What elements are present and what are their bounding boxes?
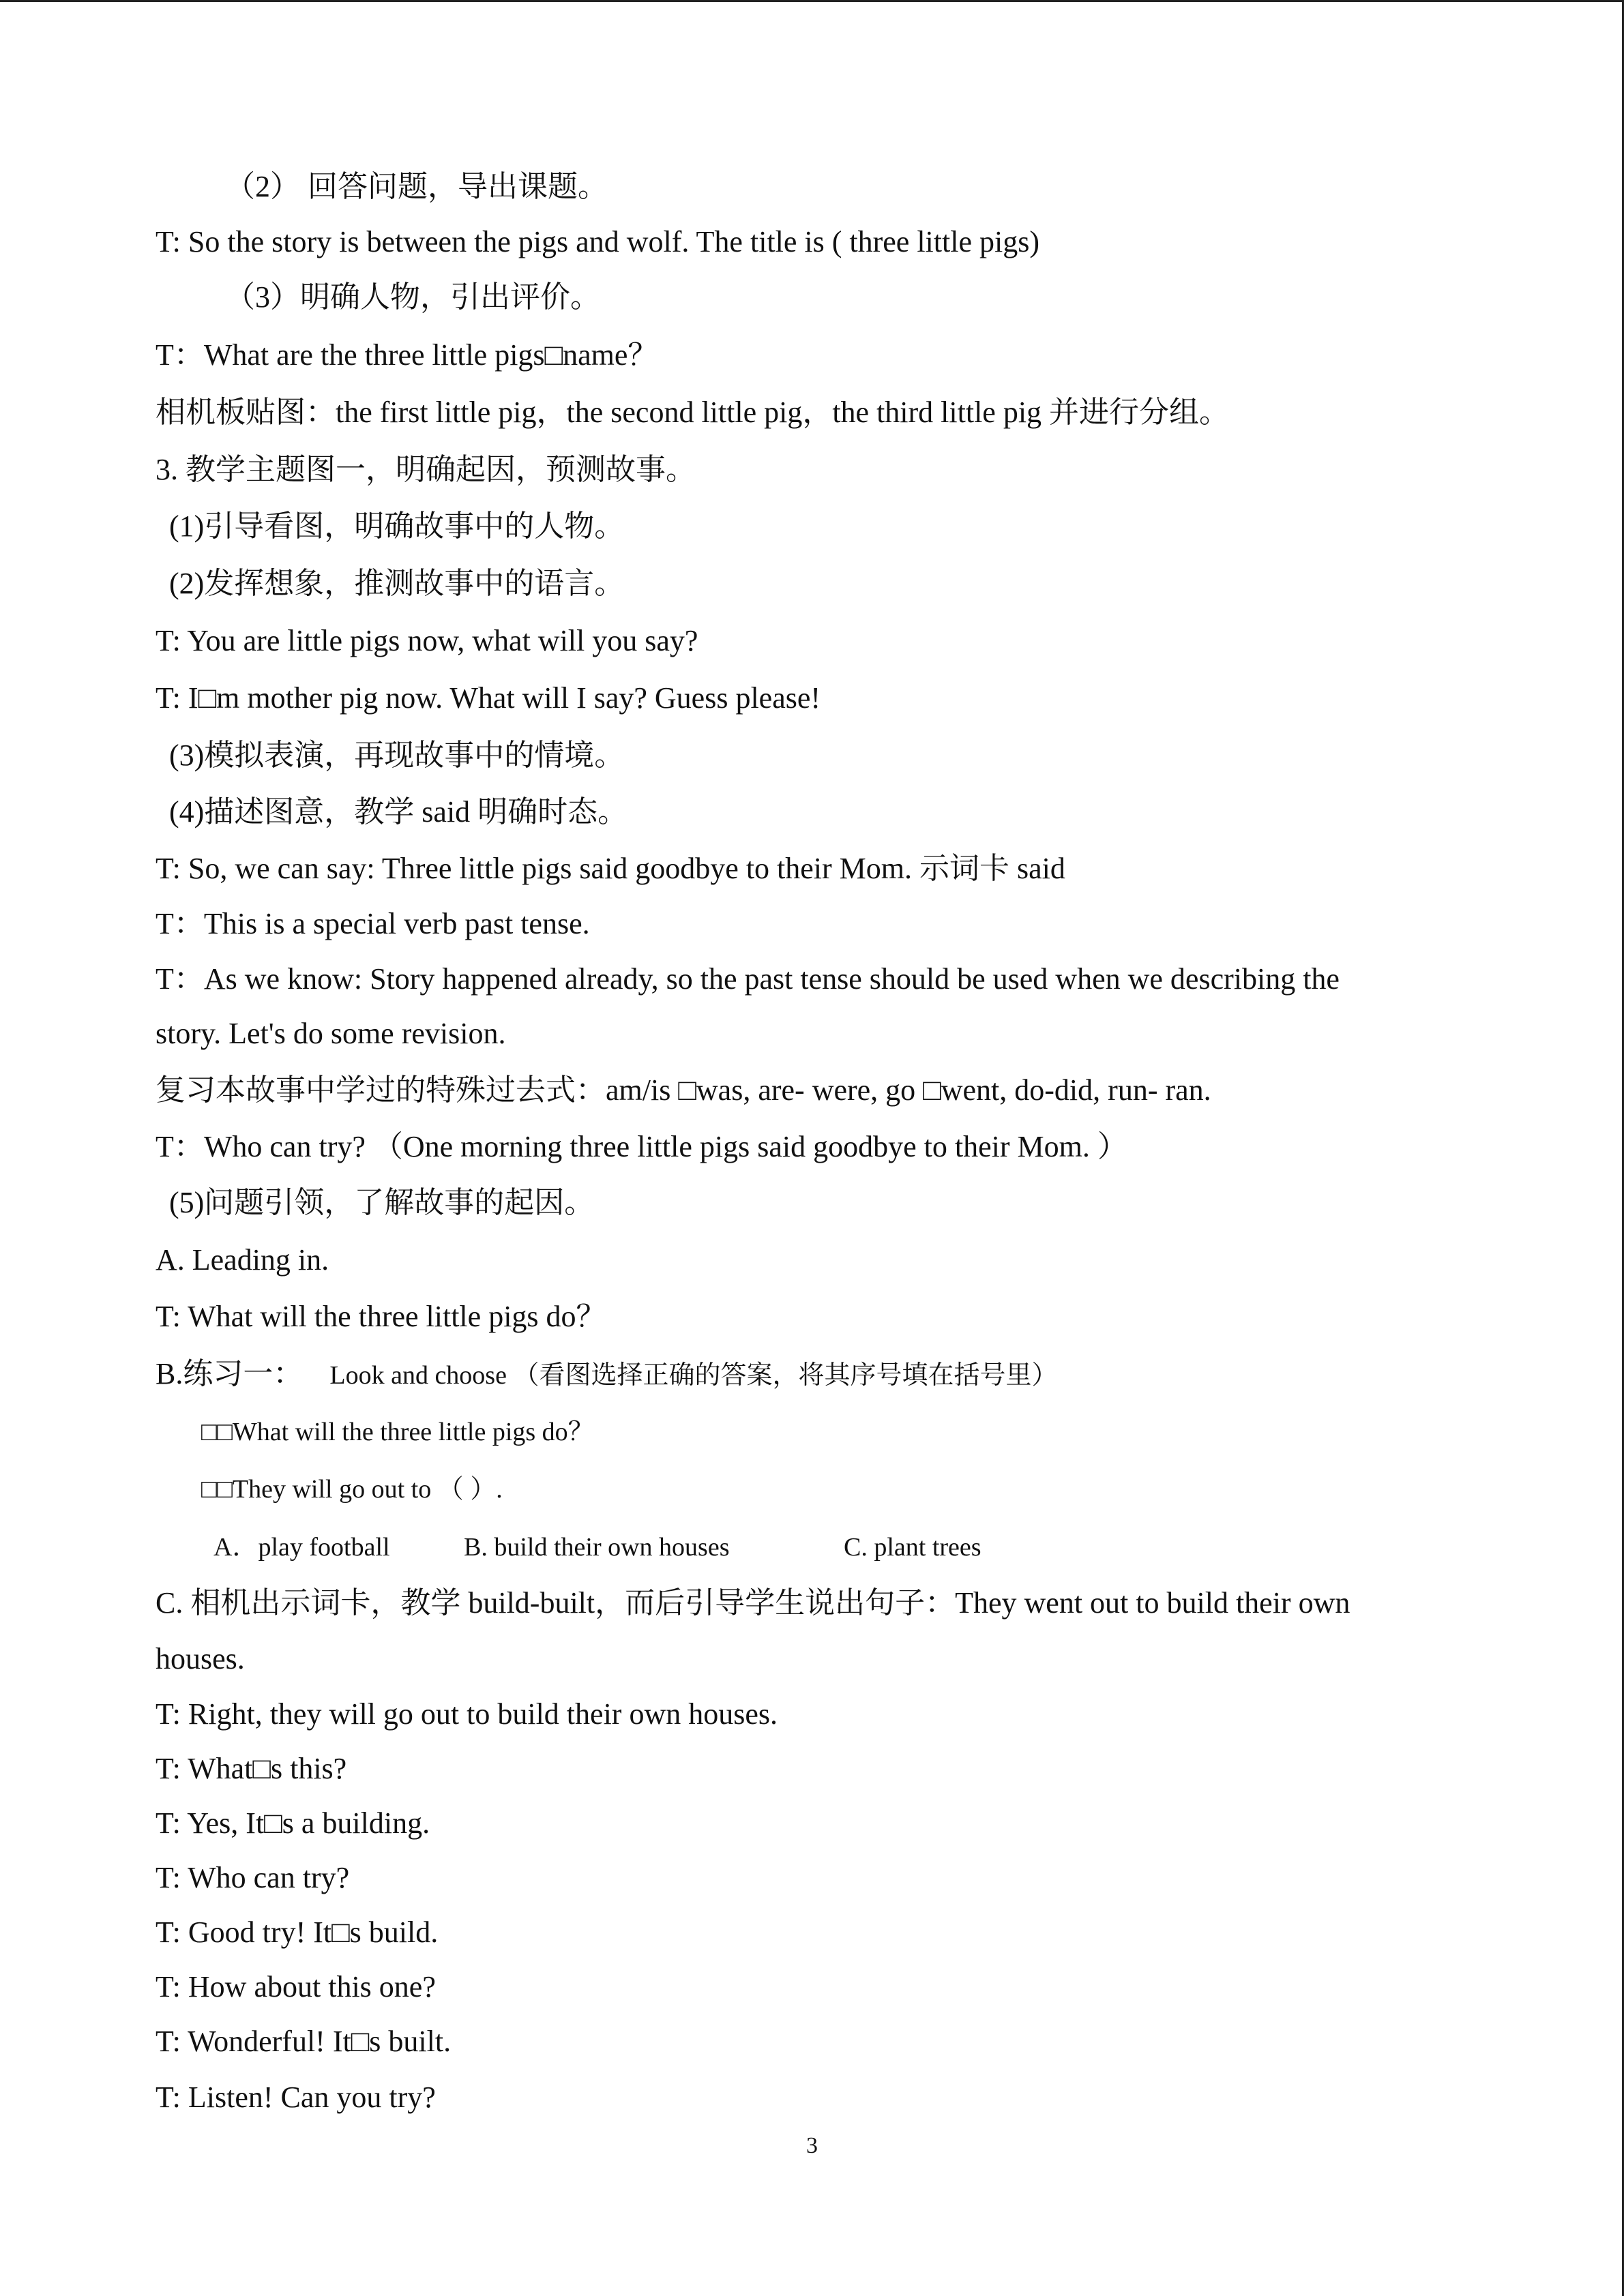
page-number: 3 [806,2133,818,2158]
dialogue-line: T: How about this one? [156,1970,436,2003]
body-line: 相机板贴图：the first little pig，the second little pig，the third little pig 并进行分组。 [156,396,1230,429]
dialogue-line: T: You are little pigs now, what will you say? [156,624,698,657]
dialogue-line: T: What□s this? [156,1752,347,1785]
body-line: 复习本故事中学过的特殊过去式：am/is □was, are- were, go □went, do-did, run- ran. [156,1073,1211,1107]
dialogue-line: T: Good try! It□s build. [156,1915,439,1949]
exercise-label: B.练习一： [156,1357,304,1390]
dialogue-line: T: Listen! Can you try? [156,2081,436,2114]
sub-step: (2)发挥想象，推测故事中的语言。 [169,567,625,600]
step-2-heading: （2） 回答问题，导出课题。 [225,170,608,203]
page-border-top [0,0,1624,2]
sub-step: (3)模拟表演，再现故事中的情境。 [169,739,625,772]
body-line: C. 相机出示词卡，教学 build-built，而后引导学生说出句子：They went out to build their own [156,1586,1350,1620]
body-line: A. Leading in. [156,1243,329,1277]
dialogue-line: T: Wonderful! It□s built. [156,2025,452,2058]
section-heading: 3. 教学主题图一，明确起因，预测故事。 [156,453,696,486]
option-c: C. plant trees [844,1533,981,1562]
dialogue-line: T：Who can try? （One morning three little pigs said goodbye to their Mom. ） [156,1130,1127,1163]
sub-step: (1)引导看图，明确故事中的人物。 [169,509,625,543]
dialogue-line: T：What are the three little pigs□name？ [156,338,658,372]
dialogue-line: T: Right, they will go out to build their own houses. [156,1697,778,1731]
sub-step: (4)描述图意，教学 said 明确时态。 [169,795,628,829]
option-b: B. build their own houses [464,1533,730,1562]
exercise-question: □□They will go out to （ ）. [201,1475,503,1504]
step-3-heading: （3）明确人物，引出评价。 [225,280,600,314]
dialogue-line: T: Yes, It□s a building. [156,1806,430,1840]
dialogue-line: T：This is a special verb past tense. [156,907,590,940]
dialogue-line: T: What will the three little pigs do？ [156,1300,606,1333]
dialogue-line: T: I□m mother pig now. What will I say? Guess please! [156,681,821,715]
dialogue-line: story. Let's do some revision. [156,1017,506,1050]
dialogue-line: T: So, we can say: Three little pigs said goodbye to their Mom. 示词卡 said [156,852,1065,885]
dialogue-line: T：As we know: Story happened already, so the past tense should be used when we describing the [156,962,1340,996]
option-a: A．play football [213,1533,390,1562]
dialogue-line: T: Who can try? [156,1861,350,1894]
exercise-instruction: Look and choose （看图选择正确的答案，将其序号填在括号里） [329,1361,1058,1390]
dialogue-line: T: So the story is between the pigs and wolf. The title is ( three little pigs) [156,225,1039,258]
exercise-heading [156,1355,1057,1395]
sub-step: (5)问题引领，了解故事的起因。 [169,1186,595,1219]
body-line: houses. [156,1642,245,1675]
exercise-question: □□What will the three little pigs do？ [201,1418,594,1446]
